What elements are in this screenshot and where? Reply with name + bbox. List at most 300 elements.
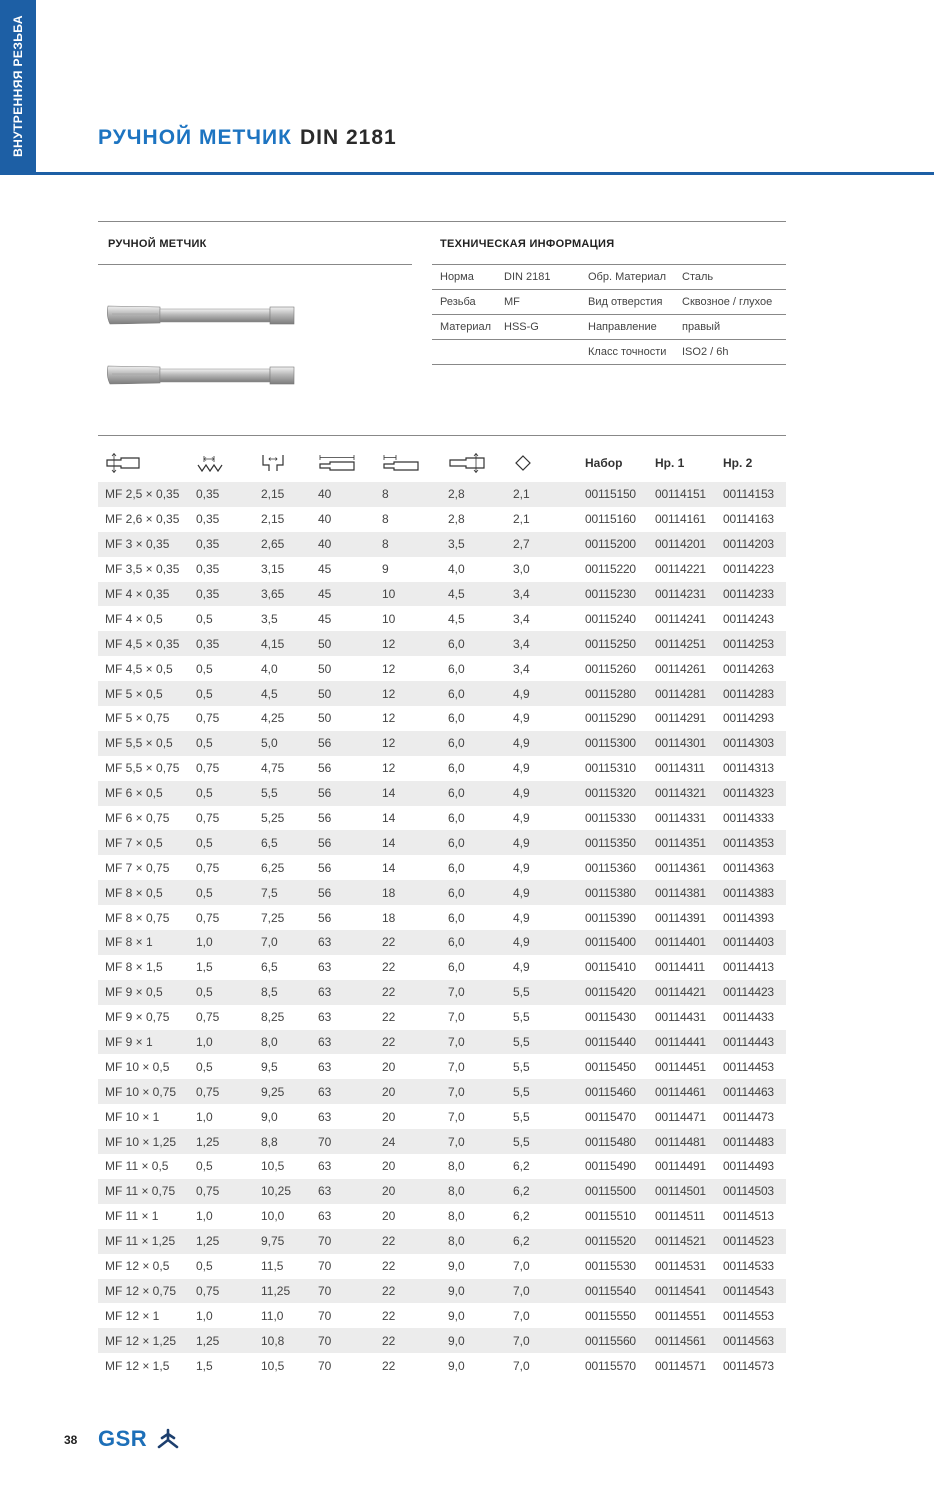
table-cell: MF 12 × 1 xyxy=(98,1303,189,1328)
table-cell: 00114503 xyxy=(716,1179,786,1204)
tech-section-heading: ТЕХНИЧЕСКАЯ ИНФОРМАЦИЯ xyxy=(440,238,615,250)
table-cell: 1,25 xyxy=(189,1229,254,1254)
table-cell: 5,5 xyxy=(506,1129,578,1154)
table-row xyxy=(98,756,786,781)
col-thread-length xyxy=(375,444,441,482)
table-cell: 63 xyxy=(311,1030,375,1055)
table-cell: 10,5 xyxy=(254,1353,311,1378)
table-cell: 00114253 xyxy=(716,631,786,656)
table-cell: 56 xyxy=(311,855,375,880)
shank-diameter-icon xyxy=(448,453,486,473)
table-cell: 6,2 xyxy=(506,1204,578,1229)
table-cell: 00115310 xyxy=(578,756,648,781)
table-cell: 70 xyxy=(311,1229,375,1254)
table-cell: 00114251 xyxy=(648,631,716,656)
table-cell: 2,15 xyxy=(254,482,311,507)
table-cell: 0,75 xyxy=(189,806,254,831)
table-cell: MF 12 × 1,25 xyxy=(98,1328,189,1353)
table-cell: 0,5 xyxy=(189,606,254,631)
table-cell: 7,0 xyxy=(441,1079,506,1104)
table-cell: 00115300 xyxy=(578,731,648,756)
table-cell: 0,75 xyxy=(189,756,254,781)
table-cell: 12 xyxy=(375,631,441,656)
table-cell: 0,75 xyxy=(189,1079,254,1104)
tech-cell: ISO2 / 6h xyxy=(674,340,786,365)
col-square xyxy=(506,444,578,482)
table-cell: 2,15 xyxy=(254,507,311,532)
table-cell: 22 xyxy=(375,1254,441,1279)
table-cell: 2,8 xyxy=(441,507,506,532)
table-cell: 1,0 xyxy=(189,1303,254,1328)
table-cell: 00114431 xyxy=(648,1005,716,1030)
table-cell: 00114311 xyxy=(648,756,716,781)
tech-cell: DIN 2181 xyxy=(496,265,580,290)
table-cell: MF 4 × 0,35 xyxy=(98,582,189,607)
table-cell: MF 2,5 × 0,35 xyxy=(98,482,189,507)
table-cell: 00114241 xyxy=(648,606,716,631)
table-cell: 9,0 xyxy=(441,1328,506,1353)
table-row xyxy=(98,731,786,756)
table-cell: 7,0 xyxy=(506,1254,578,1279)
table-cell: 2,1 xyxy=(506,507,578,532)
table-cell: 00114473 xyxy=(716,1104,786,1129)
table-cell: 3,4 xyxy=(506,606,578,631)
table-cell: 18 xyxy=(375,905,441,930)
table-cell: 56 xyxy=(311,806,375,831)
table-cell: 00114413 xyxy=(716,955,786,980)
table-cell: 4,9 xyxy=(506,756,578,781)
table-row xyxy=(98,1104,786,1129)
table-cell: 00115510 xyxy=(578,1204,648,1229)
table-row xyxy=(98,1204,786,1229)
table-cell: 7,0 xyxy=(506,1303,578,1328)
table-cell: 00114521 xyxy=(648,1229,716,1254)
table-row xyxy=(98,706,786,731)
col-pitch xyxy=(189,444,254,482)
table-cell: 6,0 xyxy=(441,955,506,980)
table-cell: 56 xyxy=(311,731,375,756)
table-cell: 00114513 xyxy=(716,1204,786,1229)
table-cell: MF 8 × 1,5 xyxy=(98,955,189,980)
table-row xyxy=(98,880,786,905)
table-cell: 4,9 xyxy=(506,731,578,756)
table-row xyxy=(98,681,786,706)
table-cell: 00114383 xyxy=(716,880,786,905)
table-row xyxy=(98,1079,786,1104)
table-cell: 7,0 xyxy=(441,1054,506,1079)
table-cell: 00114393 xyxy=(716,905,786,930)
table-cell: 0,35 xyxy=(189,482,254,507)
table-cell: 6,2 xyxy=(506,1154,578,1179)
table-cell: 22 xyxy=(375,1353,441,1378)
table-cell: 12 xyxy=(375,731,441,756)
table-cell: 1,0 xyxy=(189,930,254,955)
table-row xyxy=(98,1154,786,1179)
table-cell: 0,35 xyxy=(189,507,254,532)
table-cell: 63 xyxy=(311,1079,375,1104)
col-shank-diameter xyxy=(441,444,506,482)
table-cell: 00114541 xyxy=(648,1279,716,1304)
table-row xyxy=(98,781,786,806)
table-row xyxy=(98,830,786,855)
table-header-row xyxy=(98,444,786,482)
table-cell: 20 xyxy=(375,1079,441,1104)
table-cell: 00115430 xyxy=(578,1005,648,1030)
table-cell: 9 xyxy=(375,557,441,582)
col-drill-diameter xyxy=(254,444,311,482)
table-cell: 00114293 xyxy=(716,706,786,731)
table-cell: 00115450 xyxy=(578,1054,648,1079)
table-cell: MF 4 × 0,5 xyxy=(98,606,189,631)
table-cell: 70 xyxy=(311,1279,375,1304)
table-cell: 8,8 xyxy=(254,1129,311,1154)
table-cell: 4,5 xyxy=(441,606,506,631)
col-thread-size xyxy=(98,444,189,482)
table-row xyxy=(98,582,786,607)
table-cell: 7,25 xyxy=(254,905,311,930)
table-top-rule xyxy=(98,435,786,436)
table-cell: 00114501 xyxy=(648,1179,716,1204)
table-cell: 6,0 xyxy=(441,855,506,880)
table-cell: 00115420 xyxy=(578,980,648,1005)
table-cell: 0,35 xyxy=(189,582,254,607)
table-cell: 8,25 xyxy=(254,1005,311,1030)
table-cell: 4,9 xyxy=(506,855,578,880)
pitch-icon xyxy=(196,453,224,473)
table-cell: 00114301 xyxy=(648,731,716,756)
table-cell: MF 3 × 0,35 xyxy=(98,532,189,557)
table-cell: 00115480 xyxy=(578,1129,648,1154)
table-cell: 63 xyxy=(311,955,375,980)
top-divider xyxy=(98,221,786,222)
page-title xyxy=(98,126,397,150)
table-cell: 63 xyxy=(311,1204,375,1229)
table-cell: 00114323 xyxy=(716,781,786,806)
gsr-logo-text: GSR xyxy=(98,1426,148,1451)
table-cell: 00115470 xyxy=(578,1104,648,1129)
table-cell: 00114381 xyxy=(648,880,716,905)
table-cell: 8,0 xyxy=(441,1179,506,1204)
table-cell: 00114353 xyxy=(716,830,786,855)
table-row xyxy=(98,1030,786,1055)
table-cell: 50 xyxy=(311,681,375,706)
table-cell: 12 xyxy=(375,756,441,781)
table-cell: 5,5 xyxy=(506,1079,578,1104)
col-overall-length xyxy=(311,444,375,482)
table-cell: 1,0 xyxy=(189,1204,254,1229)
table-cell: 14 xyxy=(375,830,441,855)
table-cell: 00114421 xyxy=(648,980,716,1005)
table-cell: 0,5 xyxy=(189,781,254,806)
table-cell: 2,1 xyxy=(506,482,578,507)
table-cell: 20 xyxy=(375,1104,441,1129)
table-cell: 10,0 xyxy=(254,1204,311,1229)
table-cell: 00115490 xyxy=(578,1154,648,1179)
table-cell: 00115560 xyxy=(578,1328,648,1353)
table-cell: 00114411 xyxy=(648,955,716,980)
table-cell: MF 8 × 1 xyxy=(98,930,189,955)
tech-cell: Обр. Материал xyxy=(580,265,674,290)
table-cell: 7,0 xyxy=(506,1279,578,1304)
table-cell: 00114553 xyxy=(716,1303,786,1328)
table-cell: 45 xyxy=(311,557,375,582)
table-cell: 00114303 xyxy=(716,731,786,756)
table-cell: 22 xyxy=(375,1279,441,1304)
table-cell: 00114233 xyxy=(716,582,786,607)
table-cell: 6,2 xyxy=(506,1229,578,1254)
table-row xyxy=(98,1179,786,1204)
table-cell: 3,15 xyxy=(254,557,311,582)
table-cell: 9,25 xyxy=(254,1079,311,1104)
tech-cell: Материал xyxy=(432,315,496,340)
tech-cell: Направление xyxy=(580,315,674,340)
table-cell: 5,5 xyxy=(506,1030,578,1055)
table-cell: 00115250 xyxy=(578,631,648,656)
table-cell: 3,4 xyxy=(506,631,578,656)
table-cell: 0,35 xyxy=(189,532,254,557)
table-cell: 00114333 xyxy=(716,806,786,831)
table-cell: 00115290 xyxy=(578,706,648,731)
table-cell: 4,9 xyxy=(506,955,578,980)
table-cell: 00114401 xyxy=(648,930,716,955)
table-cell: 1,25 xyxy=(189,1129,254,1154)
table-cell: 5,5 xyxy=(506,1054,578,1079)
table-cell: 22 xyxy=(375,1005,441,1030)
table-cell: 00114261 xyxy=(648,656,716,681)
table-cell: 45 xyxy=(311,582,375,607)
table-cell: 00114451 xyxy=(648,1054,716,1079)
table-cell: 9,0 xyxy=(441,1279,506,1304)
table-cell: 1,5 xyxy=(189,955,254,980)
table-cell: MF 9 × 0,5 xyxy=(98,980,189,1005)
title-rule xyxy=(0,172,934,175)
table-cell: 10 xyxy=(375,582,441,607)
tech-cell: правый xyxy=(674,315,786,340)
tech-cell: MF xyxy=(496,290,580,315)
table-cell: 0,5 xyxy=(189,880,254,905)
table-cell: 14 xyxy=(375,855,441,880)
table-cell: 70 xyxy=(311,1353,375,1378)
table-cell: 5,25 xyxy=(254,806,311,831)
table-cell: 00114523 xyxy=(716,1229,786,1254)
table-cell: 14 xyxy=(375,781,441,806)
table-cell: 20 xyxy=(375,1054,441,1079)
table-cell: 5,5 xyxy=(506,1005,578,1030)
table-cell: 00114531 xyxy=(648,1254,716,1279)
col-no1: Нр. 1 xyxy=(655,456,685,470)
table-cell: 00115350 xyxy=(578,830,648,855)
table-cell: 2,7 xyxy=(506,532,578,557)
product-section-rule xyxy=(98,264,412,265)
table-cell: MF 11 × 1 xyxy=(98,1204,189,1229)
tech-cell: Сталь xyxy=(674,265,786,290)
table-cell: MF 12 × 0,5 xyxy=(98,1254,189,1279)
table-cell: 12 xyxy=(375,706,441,731)
table-cell: 0,5 xyxy=(189,980,254,1005)
table-cell: 00114433 xyxy=(716,1005,786,1030)
square-icon xyxy=(513,453,533,473)
table-cell: 00114263 xyxy=(716,656,786,681)
table-cell: 6,0 xyxy=(441,631,506,656)
table-cell: 22 xyxy=(375,1229,441,1254)
table-cell: 0,75 xyxy=(189,905,254,930)
table-cell: 6,0 xyxy=(441,656,506,681)
table-cell: MF 7 × 0,5 xyxy=(98,830,189,855)
table-cell: 00115380 xyxy=(578,880,648,905)
page-title-main: РУЧНОЙ МЕТЧИК xyxy=(98,126,292,149)
table-cell: 00114571 xyxy=(648,1353,716,1378)
table-cell: MF 8 × 0,75 xyxy=(98,905,189,930)
table-cell: 00114163 xyxy=(716,507,786,532)
table-cell: MF 11 × 1,25 xyxy=(98,1229,189,1254)
table-cell: 00115220 xyxy=(578,557,648,582)
table-cell: 0,75 xyxy=(189,1279,254,1304)
table-row xyxy=(98,1254,786,1279)
table-cell: 7,0 xyxy=(506,1353,578,1378)
table-cell: 00115500 xyxy=(578,1179,648,1204)
table-cell: MF 7 × 0,75 xyxy=(98,855,189,880)
table-cell: 0,75 xyxy=(189,855,254,880)
table-row xyxy=(98,606,786,631)
table-cell: 6,0 xyxy=(441,806,506,831)
table-cell: 6,5 xyxy=(254,830,311,855)
table-cell: 5,0 xyxy=(254,731,311,756)
table-cell: MF 5,5 × 0,5 xyxy=(98,731,189,756)
table-cell: 0,75 xyxy=(189,706,254,731)
table-cell: 70 xyxy=(311,1328,375,1353)
table-cell: 3,5 xyxy=(441,532,506,557)
table-cell: 9,0 xyxy=(441,1303,506,1328)
table-cell: MF 2,6 × 0,35 xyxy=(98,507,189,532)
table-cell: 00115230 xyxy=(578,582,648,607)
table-cell: 20 xyxy=(375,1179,441,1204)
table-cell: 63 xyxy=(311,930,375,955)
table-cell: 00114423 xyxy=(716,980,786,1005)
table-cell: 9,5 xyxy=(254,1054,311,1079)
thread-size-icon xyxy=(105,453,141,473)
table-cell: MF 10 × 0,75 xyxy=(98,1079,189,1104)
table-cell: 00114331 xyxy=(648,806,716,831)
table-cell: 00114561 xyxy=(648,1328,716,1353)
table-cell: 00114291 xyxy=(648,706,716,731)
table-cell: 7,0 xyxy=(254,930,311,955)
tech-row xyxy=(432,315,786,340)
table-cell: 9,0 xyxy=(441,1254,506,1279)
table-cell: 8,0 xyxy=(441,1154,506,1179)
table-cell: 2,8 xyxy=(441,482,506,507)
table-cell: 5,5 xyxy=(506,1104,578,1129)
table-cell: 18 xyxy=(375,880,441,905)
table-cell: 56 xyxy=(311,756,375,781)
table-cell: 00115550 xyxy=(578,1303,648,1328)
table-cell: 0,75 xyxy=(189,1179,254,1204)
table-cell: MF 4,5 × 0,35 xyxy=(98,631,189,656)
table-cell: 20 xyxy=(375,1154,441,1179)
table-cell: 8 xyxy=(375,482,441,507)
table-cell: 0,5 xyxy=(189,830,254,855)
table-cell: 12 xyxy=(375,656,441,681)
table-cell: 63 xyxy=(311,1005,375,1030)
table-cell: 45 xyxy=(311,606,375,631)
table-cell: 00115280 xyxy=(578,681,648,706)
table-cell: 63 xyxy=(311,1179,375,1204)
table-cell: 4,9 xyxy=(506,830,578,855)
table-cell: 1,0 xyxy=(189,1030,254,1055)
table-cell: 70 xyxy=(311,1129,375,1154)
table-cell: 00115260 xyxy=(578,656,648,681)
table-cell: 56 xyxy=(311,781,375,806)
table-cell: 00115240 xyxy=(578,606,648,631)
table-cell: 10,25 xyxy=(254,1179,311,1204)
table-cell: 1,0 xyxy=(189,1104,254,1129)
table-cell: 1,5 xyxy=(189,1353,254,1378)
table-cell: 50 xyxy=(311,706,375,731)
table-cell: 3,4 xyxy=(506,656,578,681)
table-cell: 0,5 xyxy=(189,1254,254,1279)
table-cell: 8,0 xyxy=(254,1030,311,1055)
table-cell: 3,0 xyxy=(506,557,578,582)
table-row xyxy=(98,1005,786,1030)
table-cell: 00114221 xyxy=(648,557,716,582)
table-cell: 0,5 xyxy=(189,731,254,756)
table-cell: 6,0 xyxy=(441,781,506,806)
table-cell: 00114321 xyxy=(648,781,716,806)
tech-row xyxy=(432,340,786,365)
table-cell: MF 6 × 0,75 xyxy=(98,806,189,831)
col-set: Набор xyxy=(585,456,623,470)
table-cell: 22 xyxy=(375,980,441,1005)
drill-diameter-icon xyxy=(261,453,285,473)
table-cell: 14 xyxy=(375,806,441,831)
table-cell: 4,5 xyxy=(441,582,506,607)
table-row xyxy=(98,482,786,507)
table-cell: 0,5 xyxy=(189,656,254,681)
table-cell: 4,75 xyxy=(254,756,311,781)
table-cell: 00114483 xyxy=(716,1129,786,1154)
table-cell: 8 xyxy=(375,507,441,532)
table-cell: 00114491 xyxy=(648,1154,716,1179)
table-cell: 00115200 xyxy=(578,532,648,557)
table-cell: 7,0 xyxy=(506,1328,578,1353)
table-cell: 4,9 xyxy=(506,905,578,930)
table-cell: 4,9 xyxy=(506,706,578,731)
table-row xyxy=(98,806,786,831)
table-cell: 00115540 xyxy=(578,1279,648,1304)
table-cell: 7,0 xyxy=(441,1005,506,1030)
table-row xyxy=(98,1279,786,1304)
table-cell: 1,25 xyxy=(189,1328,254,1353)
table-cell: 00114551 xyxy=(648,1303,716,1328)
table-cell: 22 xyxy=(375,1030,441,1055)
table-cell: 8,5 xyxy=(254,980,311,1005)
table-cell: 00114153 xyxy=(716,482,786,507)
table-cell: 4,15 xyxy=(254,631,311,656)
table-cell: 00114161 xyxy=(648,507,716,532)
table-cell: MF 10 × 0,5 xyxy=(98,1054,189,1079)
table-cell: 00114243 xyxy=(716,606,786,631)
table-cell: 11,5 xyxy=(254,1254,311,1279)
page-number: 38 xyxy=(64,1433,78,1447)
table-cell: MF 10 × 1 xyxy=(98,1104,189,1129)
table-cell: 56 xyxy=(311,830,375,855)
table-cell: 00115400 xyxy=(578,930,648,955)
table-cell: MF 9 × 0,75 xyxy=(98,1005,189,1030)
table-cell: 63 xyxy=(311,1054,375,1079)
table-cell: 63 xyxy=(311,1154,375,1179)
table-cell: 9,75 xyxy=(254,1229,311,1254)
table-cell: 63 xyxy=(311,980,375,1005)
table-cell: 00114563 xyxy=(716,1328,786,1353)
